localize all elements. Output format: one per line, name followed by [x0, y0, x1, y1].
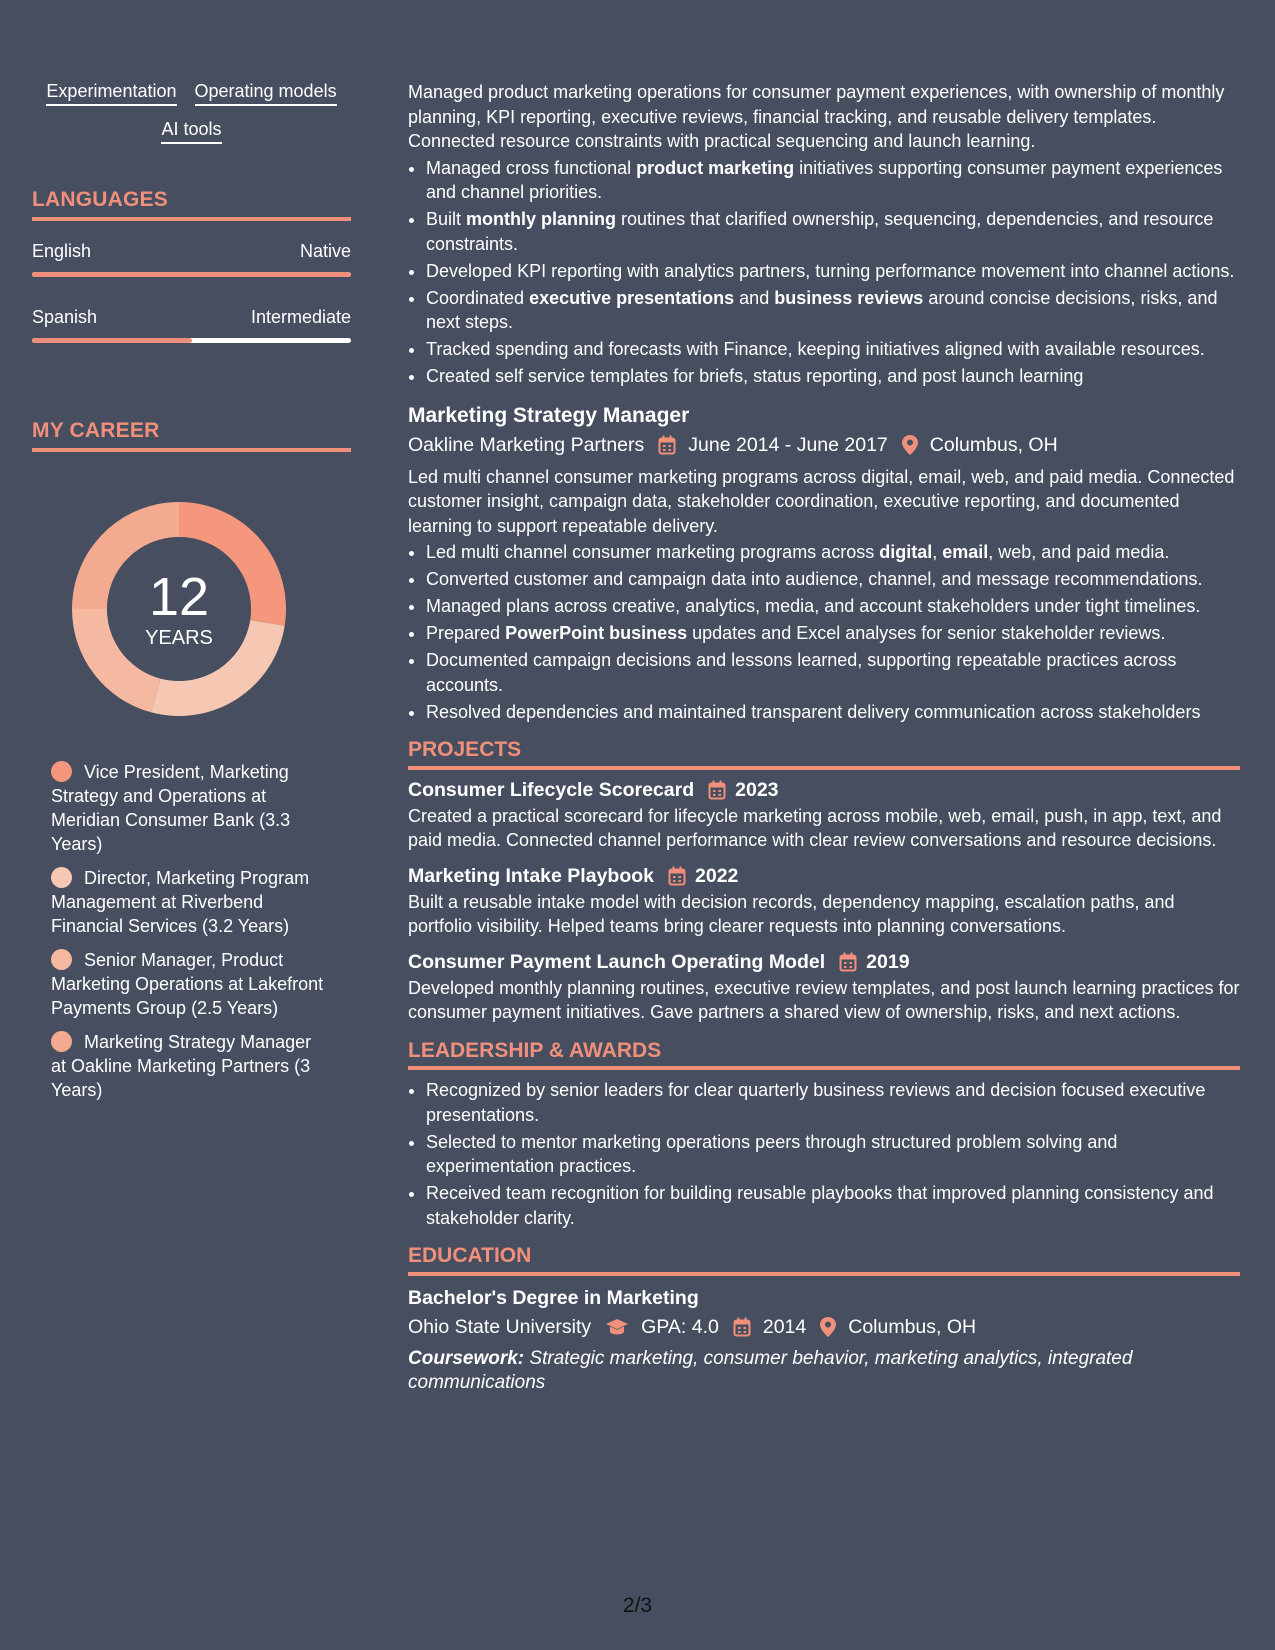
bullet-text: Resolved dependencies and maintained transparent delivery communication across stakeholders — [426, 701, 1201, 722]
bullet-item — [426, 540, 1240, 565]
school-location: Columbus, OH — [848, 1315, 977, 1338]
project-header — [408, 862, 1240, 890]
languages-section — [32, 188, 351, 343]
language-name: English — [32, 241, 92, 261]
bullet-item — [426, 286, 1240, 335]
project-year: 2019 — [866, 950, 910, 973]
career-legend-item — [51, 866, 331, 938]
bullet-text: initiatives supporting consumer payment experiences and channel priorities. — [426, 157, 1223, 202]
project-name: Consumer Payment Launch Operating Model — [408, 950, 826, 973]
career-legend-label: Senior Manager, Product Marketing Operations at Lakefront Payments Group (2.5 Years) — [51, 950, 324, 1018]
job-summary: Led multi channel consumer marketing programs across digital, email, web, and paid media. Connected customer insight, campaign data, stakeholder coordination, executive reporting, and documented learning to support repeatable delivery. — [408, 466, 1235, 536]
career-donut-chart — [66, 496, 292, 722]
project-header — [408, 948, 1240, 976]
page-number: 2/3 — [622, 1594, 653, 1617]
bullet-text: Built — [426, 209, 467, 229]
bullet-keyword: digital — [879, 542, 933, 562]
bullet-text: routines that clarified ownership, sequencing, dependencies, and resource constraints. — [426, 209, 1214, 254]
calendar-icon — [733, 1317, 751, 1337]
languages-heading: LANGUAGES — [32, 188, 351, 221]
calendar-icon — [658, 435, 676, 455]
job-location: Columbus, OH — [929, 433, 1058, 456]
bullet-text: Managed plans across creative, analytics, media, and account stakeholders under tight timelines. — [426, 596, 1201, 616]
legend-dot — [51, 867, 72, 888]
education-meta — [408, 1312, 1240, 1342]
languages-list — [32, 241, 351, 343]
donut-center — [66, 496, 292, 722]
bullet-item — [426, 594, 1240, 619]
bullet-text: Coordinated — [426, 287, 530, 308]
bullet-keyword: executive presentations — [529, 287, 735, 308]
bullet-item — [426, 567, 1240, 592]
bullet-keyword: business reviews — [774, 287, 924, 308]
bullet-text: Created self service templates for briefs, status reporting, and post launch learning — [426, 366, 1084, 386]
career-legend-item — [51, 948, 331, 1020]
career-legend-item — [51, 1030, 331, 1102]
bullet-text: , web, and paid media. — [988, 542, 1170, 562]
bullet-keyword: product marketing — [636, 157, 795, 178]
skills-list — [32, 80, 351, 144]
bullet-item — [426, 700, 1240, 725]
award-item: • Received team recognition for building reusable playbooks that improved planning consistency and stakeholder clarity. — [426, 1181, 1240, 1230]
bullet-text: and — [734, 287, 775, 308]
bullet-item — [426, 259, 1240, 284]
language-bar-fill — [32, 272, 351, 277]
career-years-label: YEARS — [145, 626, 213, 649]
career-section — [32, 419, 351, 1102]
bullet-text: updates and Excel analyses for senior stakeholder reviews. — [687, 623, 1166, 643]
leadership-list — [408, 1078, 1240, 1230]
bullet-text: Tracked spending and forecasts with Finance, keeping initiatives aligned with available resources. — [426, 339, 1205, 359]
career-heading: MY CAREER — [32, 419, 351, 452]
bullet-keyword: email — [942, 542, 989, 562]
bullet-text: Prepared — [426, 623, 506, 643]
bullet-item — [426, 364, 1240, 389]
coursework-text: Strategic marketing, consumer behavior, marketing analytics, integrated communications — [408, 1347, 1133, 1393]
bullet-text: , — [932, 542, 943, 562]
projects-list — [408, 776, 1240, 1025]
job-bullets — [408, 540, 1240, 724]
coursework-label: Coursework: — [408, 1347, 525, 1369]
skill-tag: AI tools — [161, 118, 221, 144]
career-legend-item — [51, 760, 331, 856]
career-legend-label: Director, Marketing Program Management at Riverbend Financial Services (3.2 Years) — [51, 868, 310, 936]
project-year: 2022 — [695, 864, 739, 887]
bullet-text: Documented campaign decisions and lessons learned, supporting repeatable practices across accounts. — [426, 650, 1177, 695]
bullet-item — [426, 337, 1240, 362]
gpa: GPA: 4.0 — [641, 1315, 719, 1338]
job-summary: Managed product marketing operations for consumer payment experiences, with ownership of monthly planning, KPI reporting, executive reviews, financial tracking, and reusable delivery templates. Connected resource constraints with practical sequencing and launch learning. — [408, 82, 1225, 151]
bullet-item — [426, 156, 1240, 205]
map-pin-icon — [902, 435, 918, 455]
education-heading: EDUCATION — [408, 1244, 1240, 1276]
job-title: Marketing Strategy Manager — [408, 403, 690, 427]
degree-title: Bachelor's Degree in Marketing — [408, 1286, 699, 1309]
job-dates: June 2014 - June 2017 — [688, 433, 888, 456]
graduation-cap-icon — [605, 1318, 629, 1336]
legend-dot — [51, 949, 72, 970]
language-name: Spanish — [32, 307, 98, 327]
language-row — [32, 241, 351, 262]
career-legend-label: Vice President, Marketing Strategy and Operations at Meridian Consumer Bank (3.3 Years) — [51, 762, 291, 854]
job-meta — [408, 430, 1240, 460]
calendar-icon — [839, 952, 857, 972]
bullet-keyword: PowerPoint business — [505, 623, 688, 643]
left-column — [32, 80, 351, 1112]
bullet-text: Developed KPI reporting with analytics partners, turning performance movement into channel actions. — [426, 260, 1235, 281]
legend-dot — [51, 761, 72, 782]
coursework — [408, 1347, 1240, 1396]
job-company: Oakline Marketing Partners — [408, 433, 645, 456]
skill-tag: Experimentation — [46, 80, 176, 106]
calendar-icon — [708, 780, 726, 800]
language-bar-fill — [32, 338, 192, 343]
project-description: Built a reusable intake model with decision records, dependency mapping, escalation paths, and portfolio visibility. Helped teams bring clearer requests into planning conversations. — [408, 891, 1175, 936]
bullet-item — [426, 621, 1240, 646]
career-legend — [32, 760, 351, 1102]
bullet-keyword: monthly planning — [466, 209, 617, 229]
project-description: Developed monthly planning routines, executive review templates, and post launch learning practices for consumer payment initiatives. Gave partners a shared view of ownership, risks, and next actions. — [408, 977, 1240, 1022]
calendar-icon — [668, 866, 686, 886]
skill-tag: Operating models — [195, 80, 337, 106]
award-item: • Selected to mentor marketing operations peers through structured problem solving and experimentation practices. — [426, 1130, 1240, 1179]
graduation-year: 2014 — [762, 1315, 807, 1338]
project-year: 2023 — [735, 778, 779, 801]
projects-heading: PROJECTS — [408, 738, 1240, 770]
career-legend-label: Marketing Strategy Manager at Oakline Marketing Partners (3 Years) — [51, 1032, 312, 1100]
job-bullets — [408, 156, 1240, 389]
bullet-text: Led multi channel consumer marketing programs across — [426, 542, 880, 562]
language-bar — [32, 272, 351, 277]
award-item: • Recognized by senior leaders for clear quarterly business reviews and decision focused executive presentations. — [426, 1078, 1240, 1127]
bullet-item — [426, 207, 1240, 256]
project-name: Marketing Intake Playbook — [408, 864, 654, 887]
right-column — [408, 80, 1240, 1396]
career-total-years: 12 — [148, 566, 210, 627]
project-header — [408, 776, 1240, 804]
school-name: Ohio State University — [408, 1315, 592, 1338]
language-level: Native — [299, 241, 351, 261]
language-row — [32, 307, 351, 328]
language-bar — [32, 338, 351, 343]
language-level: Intermediate — [250, 307, 351, 327]
project-description: Created a practical scorecard for lifecycle marketing across mobile, web, email, push, in app, text, and paid media. Connected channel performance with clear review conversations and resource decisions. — [408, 805, 1222, 850]
project-name: Consumer Lifecycle Scorecard — [408, 778, 695, 801]
legend-dot — [51, 1031, 72, 1052]
map-pin-icon — [820, 1317, 836, 1337]
bullet-text: Managed cross functional — [426, 157, 637, 178]
bullet-text: around concise decisions, risks, and next steps. — [426, 287, 1218, 332]
bullet-text: Converted customer and campaign data into audience, channel, and message recommendations. — [426, 569, 1203, 589]
leadership-heading: LEADERSHIP & AWARDS — [408, 1039, 1240, 1071]
bullet-item — [426, 648, 1240, 697]
